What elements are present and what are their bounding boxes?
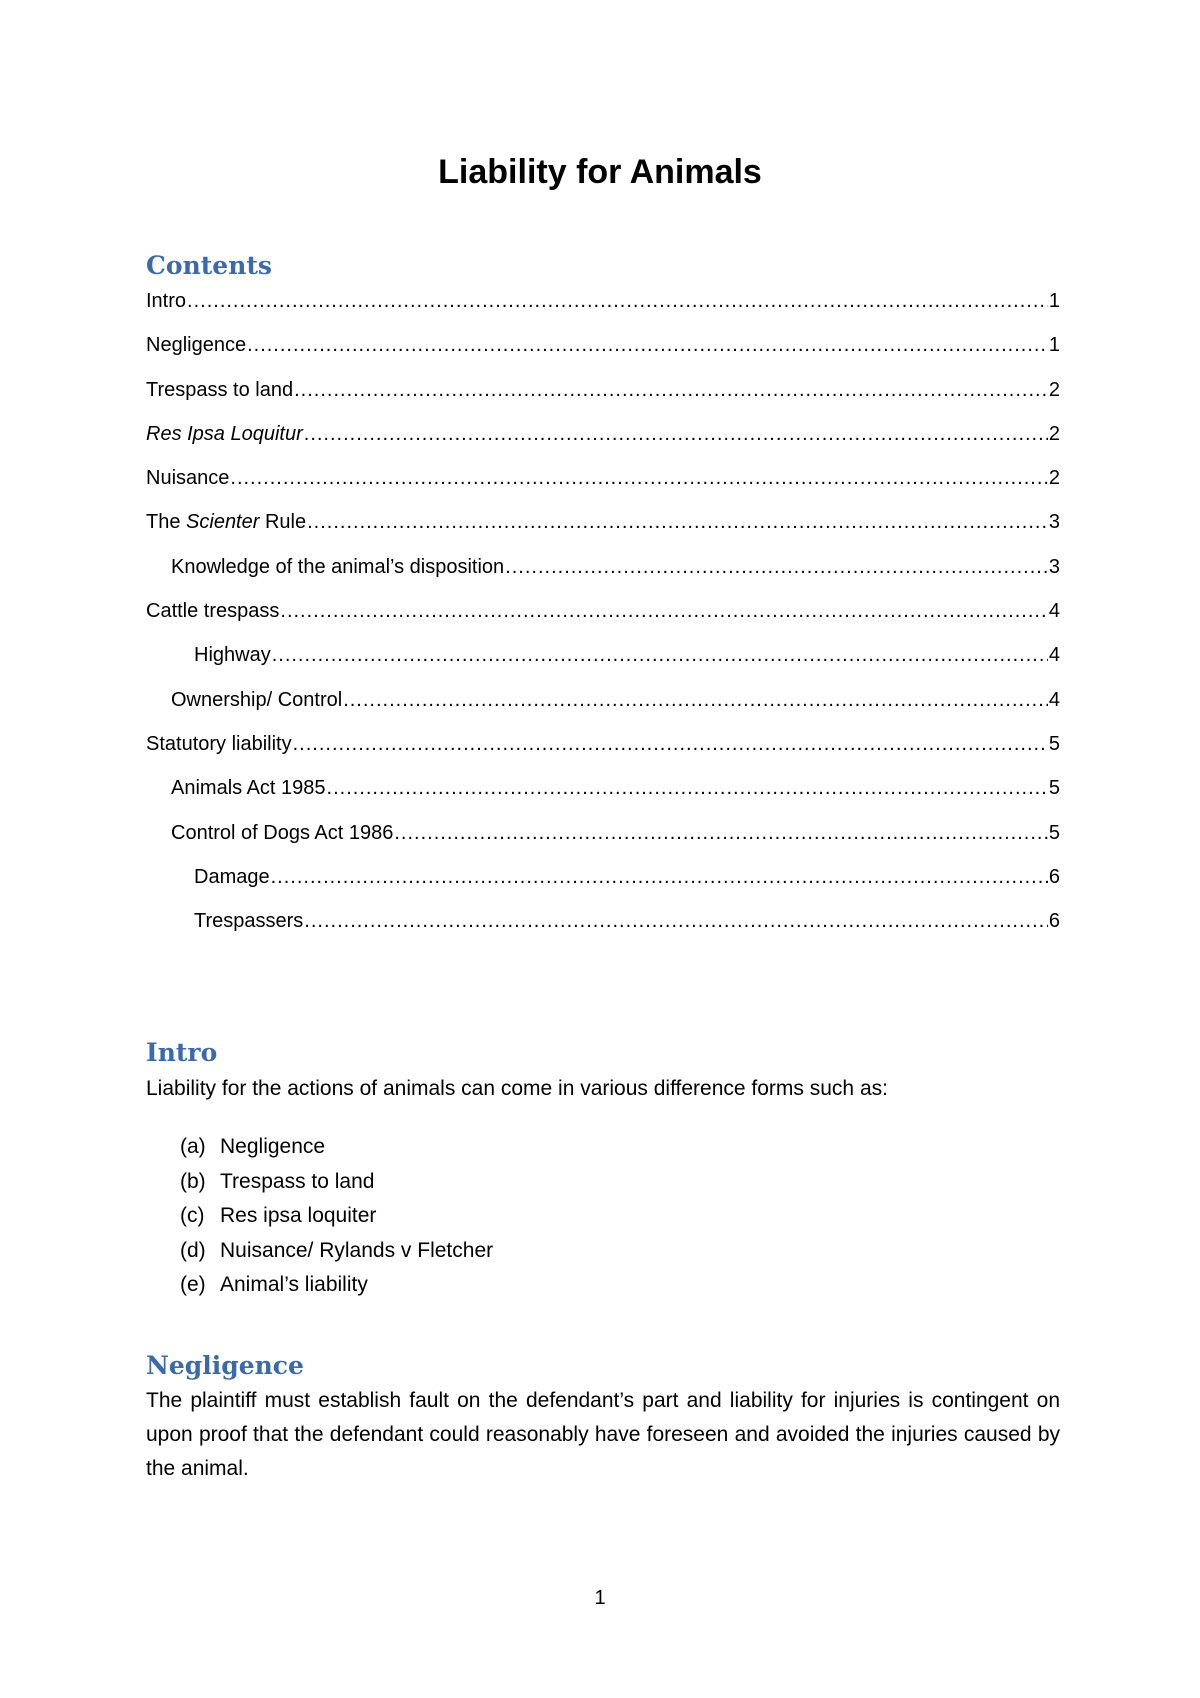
- toc-entry-negligence[interactable]: [146, 330, 1060, 374]
- toc-page-number: 3: [1048, 555, 1060, 578]
- toc-dot-leader: [304, 419, 1048, 449]
- toc-dot-leader: [327, 773, 1048, 803]
- toc-dot-leader: [505, 552, 1048, 582]
- toc-page-number: 1: [1048, 334, 1060, 357]
- toc-dot-leader: [280, 596, 1047, 626]
- toc-dot-leader: [304, 906, 1048, 936]
- list-item-text: Negligence: [220, 1135, 326, 1158]
- toc-entry-animals-act-1985[interactable]: [146, 773, 1060, 817]
- toc-entry-statutory-liability[interactable]: [146, 729, 1060, 773]
- toc-entry-label: Trespassers: [194, 910, 304, 933]
- contents-heading: Contents: [146, 251, 273, 280]
- toc-page-number: 6: [1048, 910, 1060, 933]
- list-item: [180, 1234, 493, 1269]
- negligence-paragraph: The plaintiff must establish fault on the defendant’s part and liability for injuries is contingent on upon proof that the defendant could reasonably have foreseen and avoided the injuries caused by the animal.: [146, 1389, 1060, 1480]
- toc-entry-highway[interactable]: [146, 640, 1060, 684]
- toc-entry-damage[interactable]: [146, 862, 1060, 906]
- toc-entry-label: Highway: [194, 644, 271, 667]
- toc-page-number: 4: [1048, 644, 1060, 667]
- list-item-text: Res ipsa loquiter: [220, 1204, 377, 1227]
- list-item-text: Nuisance/ Rylands v Fletcher: [220, 1238, 494, 1262]
- toc-entry-label: Res Ipsa Loquitur: [146, 422, 303, 445]
- toc-entry-trespass-to-land[interactable]: [146, 375, 1060, 419]
- list-item: [180, 1165, 493, 1200]
- toc-entry-knowledge-of-disposition[interactable]: [146, 552, 1060, 596]
- toc-dot-leader: [271, 862, 1048, 892]
- toc-page-number: 5: [1048, 777, 1060, 800]
- toc-page-number: 5: [1048, 732, 1060, 755]
- toc-entry-label: Damage: [194, 865, 270, 888]
- toc-entry-label: [146, 507, 306, 537]
- toc-dot-leader: [293, 729, 1048, 759]
- page-number: 1: [594, 1587, 606, 1609]
- intro-paragraph: Liability for the actions of animals can come in various difference forms such as:: [146, 1077, 888, 1100]
- toc-page-number: 2: [1048, 378, 1060, 401]
- toc-entry-control-of-dogs-act-1986[interactable]: [146, 818, 1060, 862]
- toc-entry-trespassers[interactable]: [146, 906, 1060, 950]
- toc-dot-leader: [272, 640, 1048, 670]
- toc-dot-leader: [307, 507, 1048, 537]
- toc-page-number: 4: [1048, 600, 1060, 623]
- toc-entry-label: Nuisance: [146, 467, 230, 490]
- liability-forms-list: [180, 1130, 493, 1303]
- intro-heading: Intro: [146, 1038, 218, 1067]
- list-item-text: Animal’s liability: [220, 1273, 368, 1296]
- toc-dot-leader: [294, 375, 1048, 405]
- toc-page-number: 3: [1048, 511, 1060, 534]
- list-item: [180, 1268, 493, 1303]
- toc-dot-leader: [230, 463, 1047, 493]
- document-title: Liability for Animals: [438, 153, 762, 191]
- toc-entry-label: Negligence: [146, 334, 247, 357]
- toc-page-number: 1: [1048, 290, 1060, 312]
- toc-page-number: 5: [1048, 821, 1060, 844]
- toc-entry-nuisance[interactable]: [146, 463, 1060, 507]
- negligence-heading: Negligence: [146, 1351, 304, 1380]
- toc-entry-label: Control of Dogs Act 1986: [171, 821, 394, 844]
- toc-dot-leader: [394, 818, 1048, 848]
- toc-entry-res-ipsa-loquitur[interactable]: [146, 419, 1060, 463]
- list-item-marker: (a): [180, 1135, 206, 1158]
- toc-entry-label: Trespass to land: [146, 378, 294, 401]
- list-item: [180, 1199, 493, 1234]
- table-of-contents: [146, 286, 1060, 950]
- toc-label-italic: Scienter: [186, 511, 260, 534]
- toc-entry-intro[interactable]: [146, 286, 1060, 330]
- toc-entry-scienter-rule[interactable]: [146, 507, 1060, 551]
- toc-entry-ownership-control[interactable]: [146, 685, 1060, 729]
- toc-entry-label: Animals Act 1985: [171, 777, 326, 800]
- list-item-marker: (e): [180, 1273, 206, 1296]
- toc-label-prefix: The: [146, 511, 187, 534]
- toc-entry-label: Ownership/ Control: [171, 688, 343, 711]
- toc-entry-label: Intro: [146, 290, 187, 312]
- toc-page-number: 4: [1048, 688, 1060, 711]
- toc-entry-label: Statutory liability: [146, 732, 292, 755]
- list-item-marker: (b): [180, 1169, 206, 1193]
- list-item-marker: (d): [180, 1238, 206, 1262]
- toc-dot-leader: [343, 685, 1048, 715]
- toc-entry-label: Cattle trespass: [146, 600, 280, 623]
- list-item-text: Trespass to land: [220, 1169, 375, 1193]
- toc-label-suffix: Rule: [259, 511, 307, 534]
- toc-page-number: 2: [1048, 467, 1060, 490]
- toc-entry-cattle-trespass[interactable]: [146, 596, 1060, 640]
- toc-page-number: 6: [1048, 865, 1060, 888]
- toc-entry-label: Knowledge of the animal’s disposition: [171, 555, 505, 578]
- list-item-marker: (c): [180, 1204, 205, 1227]
- toc-dot-leader: [247, 330, 1048, 360]
- list-item: [180, 1130, 493, 1165]
- toc-dot-leader: [187, 286, 1048, 316]
- toc-page-number: 2: [1048, 422, 1060, 445]
